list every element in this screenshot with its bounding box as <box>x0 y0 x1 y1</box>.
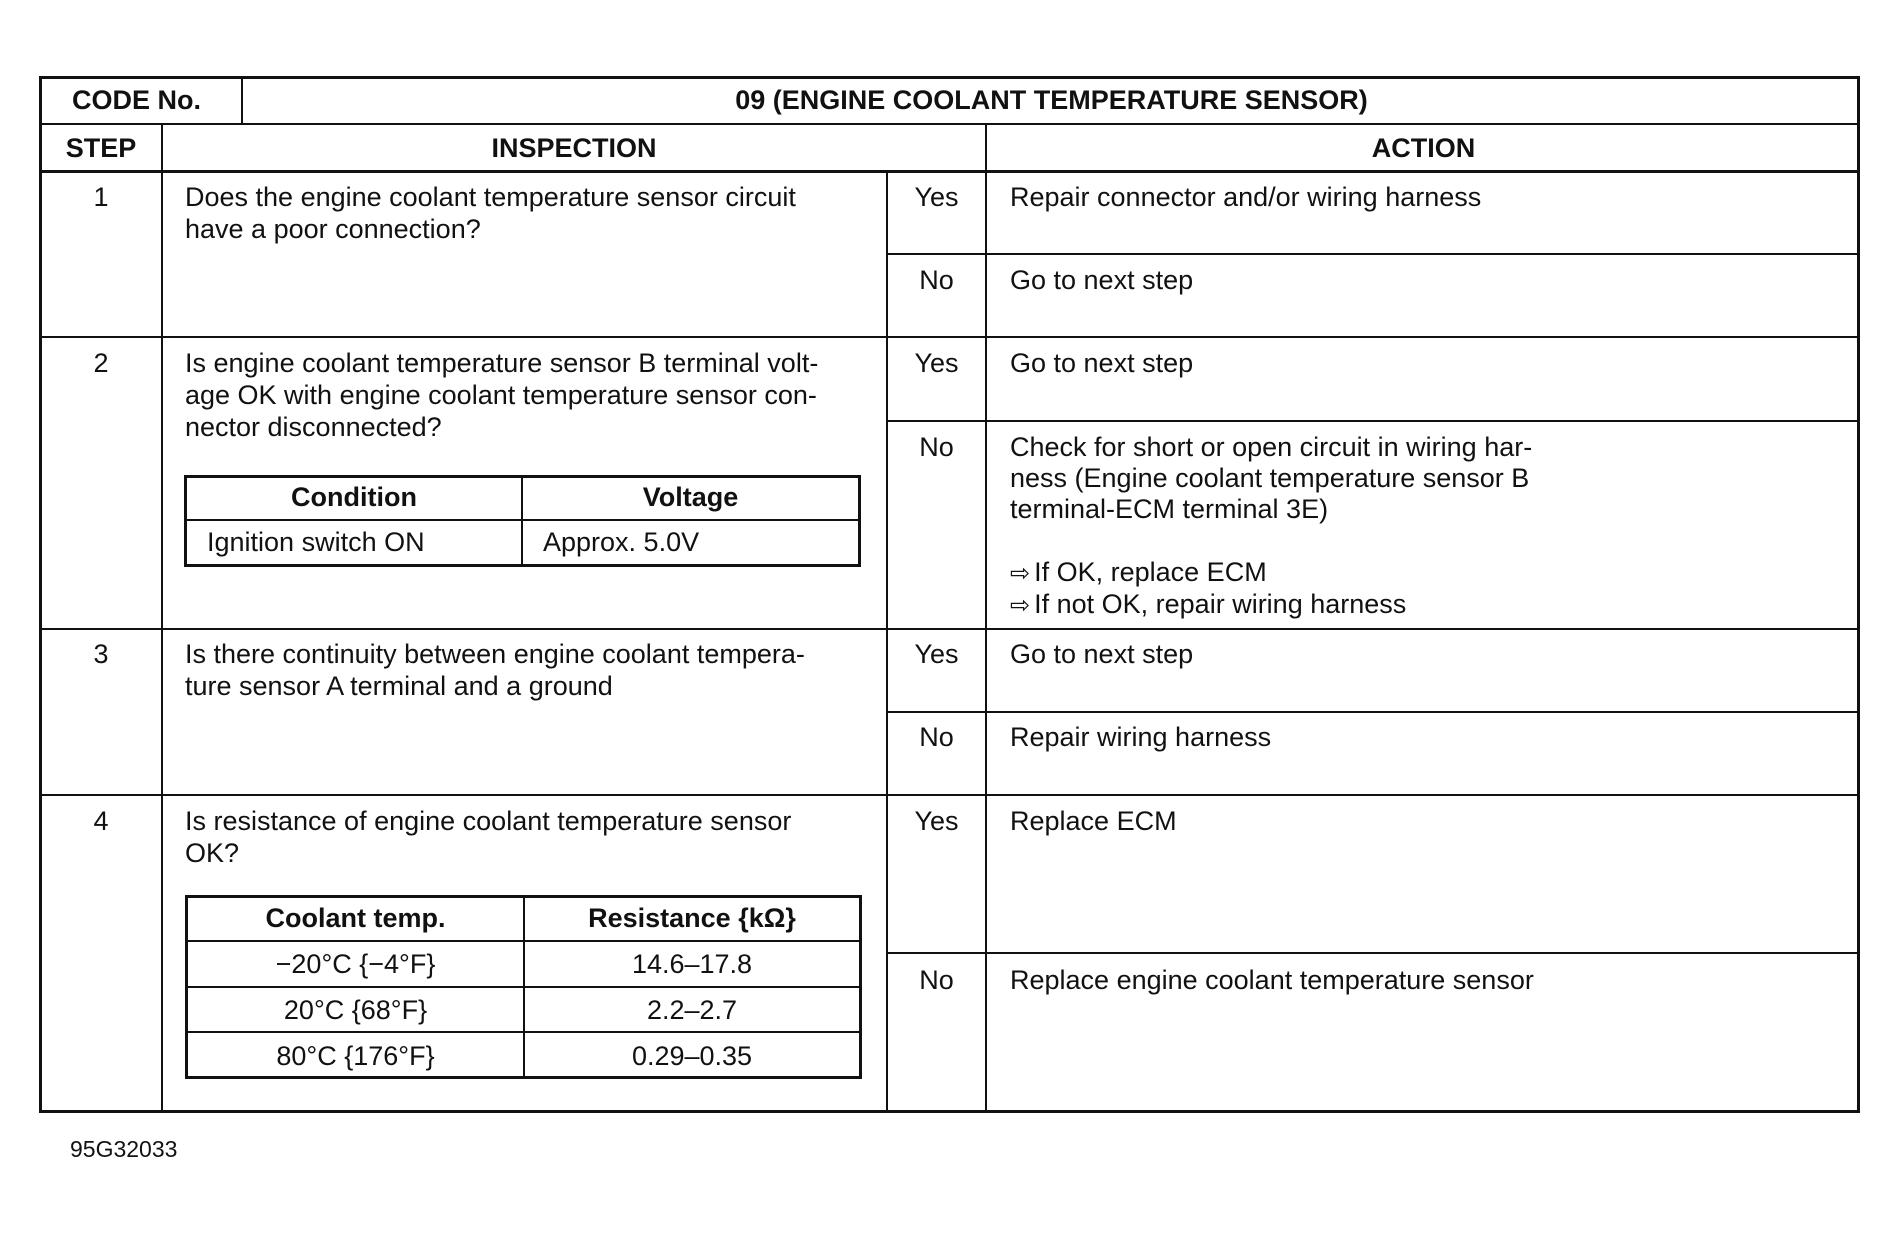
step1-bottom-divider <box>39 336 1860 338</box>
yes-label: Yes <box>914 182 959 212</box>
inspection-line: have a poor connection? <box>185 214 481 244</box>
yes-action: Replace ECM <box>1010 806 1177 836</box>
no-action-line: terminal-ECM terminal 3E) <box>1010 494 1329 524</box>
step-number: 3 <box>93 639 109 669</box>
resistance-table-cell: −20°C {−4°F} <box>275 949 436 979</box>
bullet-text: If not OK, repair wiring harness <box>1034 589 1407 619</box>
no-label: No <box>919 965 954 995</box>
step-column-header: STEP <box>65 133 137 163</box>
figure-id: 95G32033 <box>70 1136 178 1162</box>
yes-action: Go to next step <box>1010 348 1194 378</box>
bullet-text: If OK, replace ECM <box>1034 557 1267 587</box>
column-header-divider <box>39 170 1860 173</box>
bullet-item <box>1010 588 1406 622</box>
no-action-line: Check for short or open circuit in wiring har- <box>1010 432 1533 462</box>
step-number: 4 <box>93 806 109 836</box>
resistance-table-cell: 14.6–17.8 <box>631 949 753 979</box>
no-label: No <box>919 265 954 295</box>
no-action-line: ness (Engine coolant temperature sensor B <box>1010 463 1530 493</box>
no-action: Replace engine coolant temperature sensor <box>1010 965 1534 995</box>
action-column-divider <box>985 123 987 1113</box>
resistance-table-cell: 2.2–2.7 <box>646 995 738 1025</box>
resistance-table-header: Coolant temp. <box>265 903 446 933</box>
inspection-column-header: INSPECTION <box>491 133 657 163</box>
yes-action: Repair connector and/or wiring harness <box>1010 182 1482 212</box>
step4-yes-no-divider <box>886 952 1860 954</box>
no-action: Repair wiring harness <box>1010 722 1272 752</box>
inspection-line: ture sensor A terminal and a ground <box>185 671 613 701</box>
resistance-table-cell: 0.29–0.35 <box>631 1041 753 1071</box>
inspection-line: Is there continuity between engine coolant tempera- <box>185 639 805 669</box>
step-number: 2 <box>93 348 109 378</box>
header-divider <box>39 123 1860 125</box>
resistance-table-cell: 20°C {68°F} <box>283 995 428 1025</box>
code-value: 09 (ENGINE COOLANT TEMPERATURE SENSOR) <box>735 85 1368 115</box>
step3-yes-no-divider <box>886 711 1860 713</box>
yes-action: Go to next step <box>1010 639 1194 669</box>
no-label: No <box>919 722 954 752</box>
step-number: 1 <box>93 182 109 212</box>
voltage-table-header: Voltage <box>642 482 739 512</box>
resistance-table-cell: 80°C {176°F} <box>276 1041 435 1071</box>
yes-label: Yes <box>914 806 959 836</box>
inspection-line: age OK with engine coolant temperature sensor con- <box>185 380 817 410</box>
action-column-header: ACTION <box>1371 133 1476 163</box>
no-label: No <box>919 432 954 462</box>
bullet-item <box>1010 556 1267 590</box>
inspection-line: OK? <box>185 838 240 868</box>
yes-label: Yes <box>914 639 959 669</box>
inspection-line: nector disconnected? <box>185 412 442 442</box>
code-label: CODE No. <box>72 85 202 115</box>
step1-yes-no-divider <box>886 253 1860 255</box>
no-action: Go to next step <box>1010 265 1194 295</box>
voltage-table-cell: Approx. 5.0V <box>543 527 700 557</box>
inspection-line: Does the engine coolant temperature sensor circuit <box>185 182 796 212</box>
inspection-line: Is engine coolant temperature sensor B terminal volt- <box>185 348 819 378</box>
right-arrow-icon: ⇨ <box>1010 560 1031 587</box>
voltage-table-cell: Ignition switch ON <box>207 527 425 557</box>
inspection-line: Is resistance of engine coolant temperature sensor <box>185 806 792 836</box>
yes-label: Yes <box>914 348 959 378</box>
step2-yes-no-divider <box>886 420 1860 422</box>
step2-bottom-divider <box>39 628 1860 630</box>
step3-bottom-divider <box>39 794 1860 796</box>
resistance-table-header: Resistance {kΩ} <box>588 903 796 933</box>
step-column-divider <box>161 123 163 1113</box>
voltage-table-header: Condition <box>291 482 417 512</box>
right-arrow-icon: ⇨ <box>1010 592 1031 619</box>
